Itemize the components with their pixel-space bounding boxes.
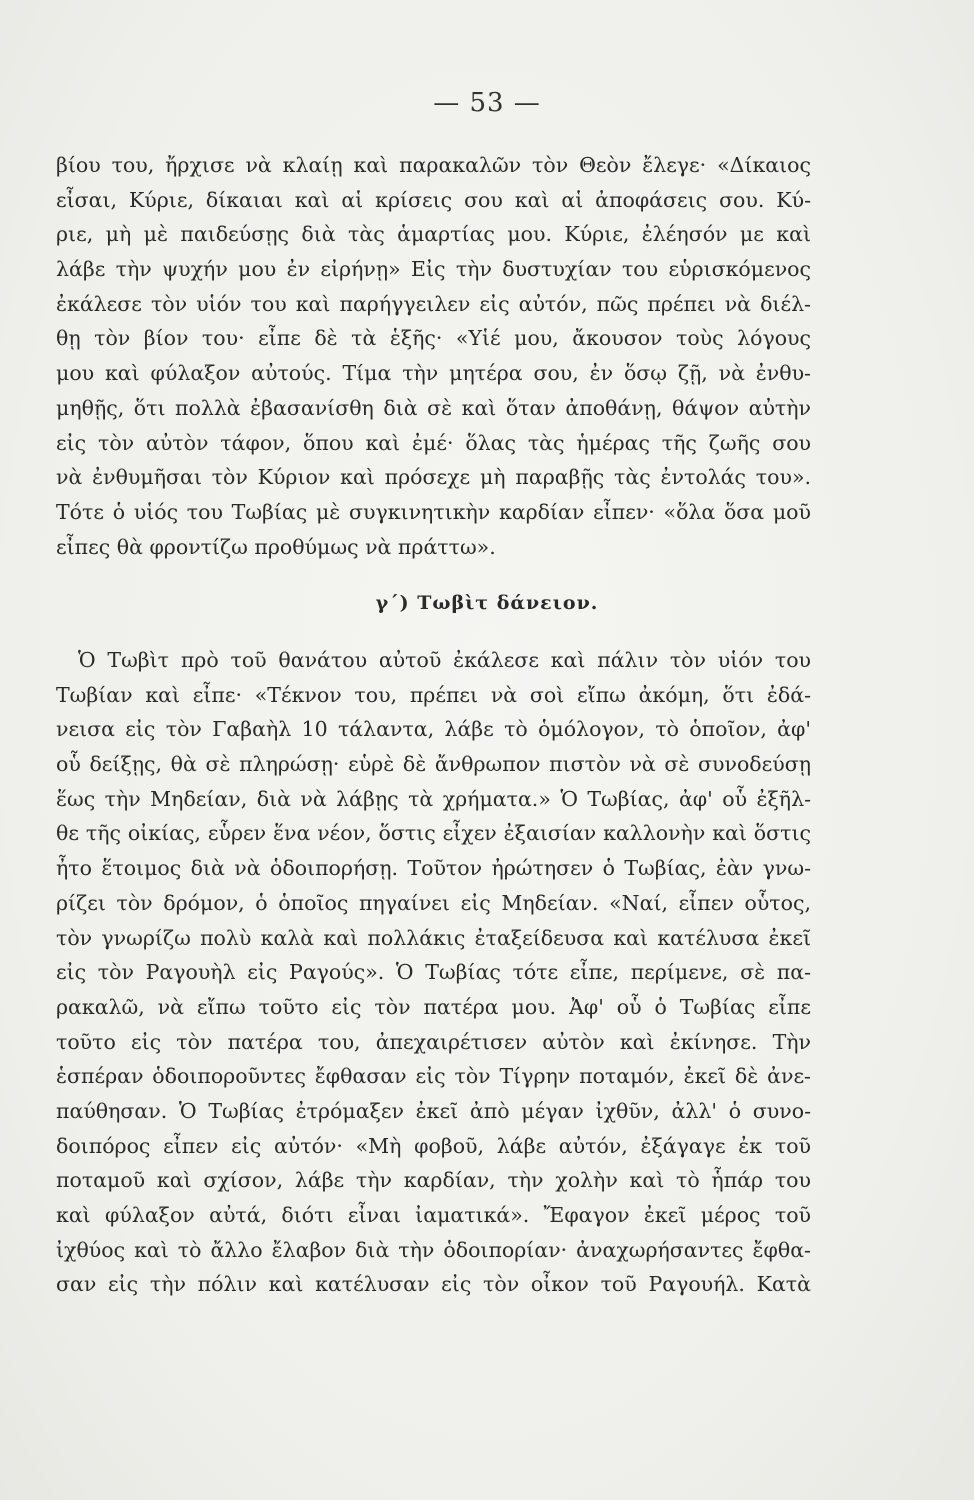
paragraph-1 — [56, 148, 811, 564]
paragraph-2 — [56, 643, 811, 1302]
text-line: οὗ δείξῃς, θὰ σὲ πληρώσῃ· εὑρὲ δὲ ἄνθρωπον πιστὸν νὰ σὲ συνοδεύσῃ — [56, 752, 811, 777]
text-line: εἶπες θὰ φροντίζω προθύμως νὰ πράττω». — [56, 534, 496, 559]
text-line: λάβε τὴν ψυχήν μου ἐν εἰρήνῃ» Εἰς τὴν δυστυχίαν του εὑρισκόμενος — [56, 257, 811, 282]
text-line: νὰ ἐνθυμῆσαι τὸν Κύριον καὶ πρόσεχε μὴ παραβῇς τὰς ἐντολάς του». — [56, 465, 811, 490]
text-line: ρίζει τὸν δρόμον, ὁ ὁποῖος πηγαίνει εἰς Μηδείαν. «Ναί, εἶπεν οὗτος, — [56, 890, 811, 915]
text-line: ρακαλῶ, νὰ εἴπω τοῦτο εἰς τὸν πατέρα μου. Ἀφ' οὗ ὁ Τωβίας εἶπε — [56, 994, 811, 1019]
text-line: ἑσπέραν ὁδοιποροῦντες ἔφθασαν εἰς τὸν Τίγρην ποταμόν, ἐκεῖ δὲ ἀνε- — [56, 1064, 811, 1089]
text-line: εἰς τὸν αὐτὸν τάφον, ὅπου καὶ ἐμέ· ὅλας τὰς ἡμέρας τῆς ζωῆς σου — [56, 430, 811, 455]
text-line: εἶσαι, Κύριε, δίκαιαι καὶ αἱ κρίσεις σου καὶ αἱ ἀποφάσεις σου. Κύ- — [56, 187, 811, 212]
text-line: ἐκάλεσε τὸν υἱόν του καὶ παρήγγειλεν εἰς αὐτόν, πῶς πρέπει νὰ διέλ- — [56, 291, 811, 316]
text-line: ριε, μὴ μὲ παιδεύσῃς διὰ τὰς ἁμαρτίας μου. Κύριε, ἐλέησόν με καὶ — [56, 222, 811, 247]
text-line: θε τῆς οἰκίας, εὗρεν ἕνα νέον, ὅστις εἶχεν ἐξαισίαν καλλονὴν καὶ ὅστις — [56, 821, 811, 846]
text-line: καὶ φύλαξον αὐτά, διότι εἶναι ἰαματικά». Ἔφαγον ἐκεῖ μέρος τοῦ — [56, 1203, 811, 1227]
page-number: — 53 — — [433, 88, 541, 118]
text-line: ποταμοῦ καὶ σχίσον, λάβε τὴν καρδίαν, τὴν χολὴν καὶ τὸ ἧπάρ του — [56, 1168, 811, 1193]
text-line: ἰχθύος καὶ τὸ ἄλλο ἔλαβον διὰ τὴν ὁδοιπορίαν· ἀναχωρήσαντες ἔφθα- — [56, 1237, 811, 1262]
text-line: ἦτο ἕτοιμος διὰ νὰ ὁδοιπορήσῃ. Τοῦτον ἠρώτησεν ὁ Τωβίας, ἐὰν γνω- — [56, 856, 811, 881]
text-line: τὸν γνωρίζω πολὺ καλὰ καὶ πολλάκις ἐταξείδευσα καὶ κατέλυσα ἐκεῖ — [56, 925, 811, 950]
text-line: μηθῇς, ὅτι πολλὰ ἐβασανίσθη διὰ σὲ καὶ ὅταν ἀποθάνῃ, θάψον αὐτὴν — [56, 395, 811, 420]
text-line: νεισα εἰς τὸν Γαβαὴλ 10 τάλαντα, λάβε τὸ ὁμόλογον, τὸ ὁποῖον, ἀφ' — [56, 717, 811, 742]
text-line: εἰς τὸν Ραγουὴλ εἰς Ραγούς». Ὁ Τωβίας τότε εἶπε, περίμενε, σὲ πα- — [56, 960, 811, 985]
text-line: Ὁ Τωβὶτ πρὸ τοῦ θανάτου αὐτοῦ ἐκάλεσε καὶ πάλιν τὸν υἱόν του — [78, 648, 811, 672]
text-line: ἕως τὴν Μηδείαν, διὰ νὰ λάβῃς τὰ χρήματα.» Ὁ Τωβίας, ἀφ' οὗ ἐξῆλ- — [56, 786, 811, 811]
text-line: βίου του, ἤρχισε νὰ κλαίῃ καὶ παρακαλῶν τὸν Θεὸν ἔλεγε· «Δίκαιος — [56, 153, 811, 177]
text-line: Τότε ὁ υἱός του Τωβίας μὲ συγκινητικὴν καρδίαν εἶπεν· «ὅλα ὅσα μοῦ — [56, 499, 811, 524]
text-line: θῃ τὸν βίον του· εἶπε δὲ τὰ ἑξῆς· «Υἱέ μου, ἄκουσον τοὺς λόγους — [56, 326, 811, 351]
text-line: τοῦτο εἰς τὸν πατέρα του, ἀπεχαιρέτισεν αὐτὸν καὶ ἐκίνησε. Τὴν — [56, 1029, 811, 1054]
text-line: παύθησαν. Ὁ Τωβίας ἐτρόμαξεν ἐκεῖ ἀπὸ μέγαν ἰχθῦν, ἀλλ' ὁ συνο- — [56, 1098, 811, 1123]
text-line: Τωβίαν καὶ εἶπε· «Τέκνον του, πρέπει νὰ σοὶ εἴπω ἀκόμη, ὅτι ἐδά- — [56, 682, 811, 707]
text-line: μου καὶ φύλαξον αὐτούς. Τίμα τὴν μητέρα σου, ἐν ὅσῳ ζῇ, νὰ ἐνθυ- — [56, 361, 811, 386]
section-heading: γ΄) Τωβὶτ δάνειον. — [375, 592, 599, 614]
text-line: δοιπόρος εἶπεν εἰς αὐτόν· «Μὴ φοβοῦ, λάβε αὐτόν, ἐξάγαγε ἐκ τοῦ — [56, 1133, 811, 1158]
text-line: σαν εἰς τὴν πόλιν καὶ κατέλυσαν εἰς τὸν οἶκον τοῦ Ραγουήλ. Κατὰ — [56, 1272, 811, 1297]
